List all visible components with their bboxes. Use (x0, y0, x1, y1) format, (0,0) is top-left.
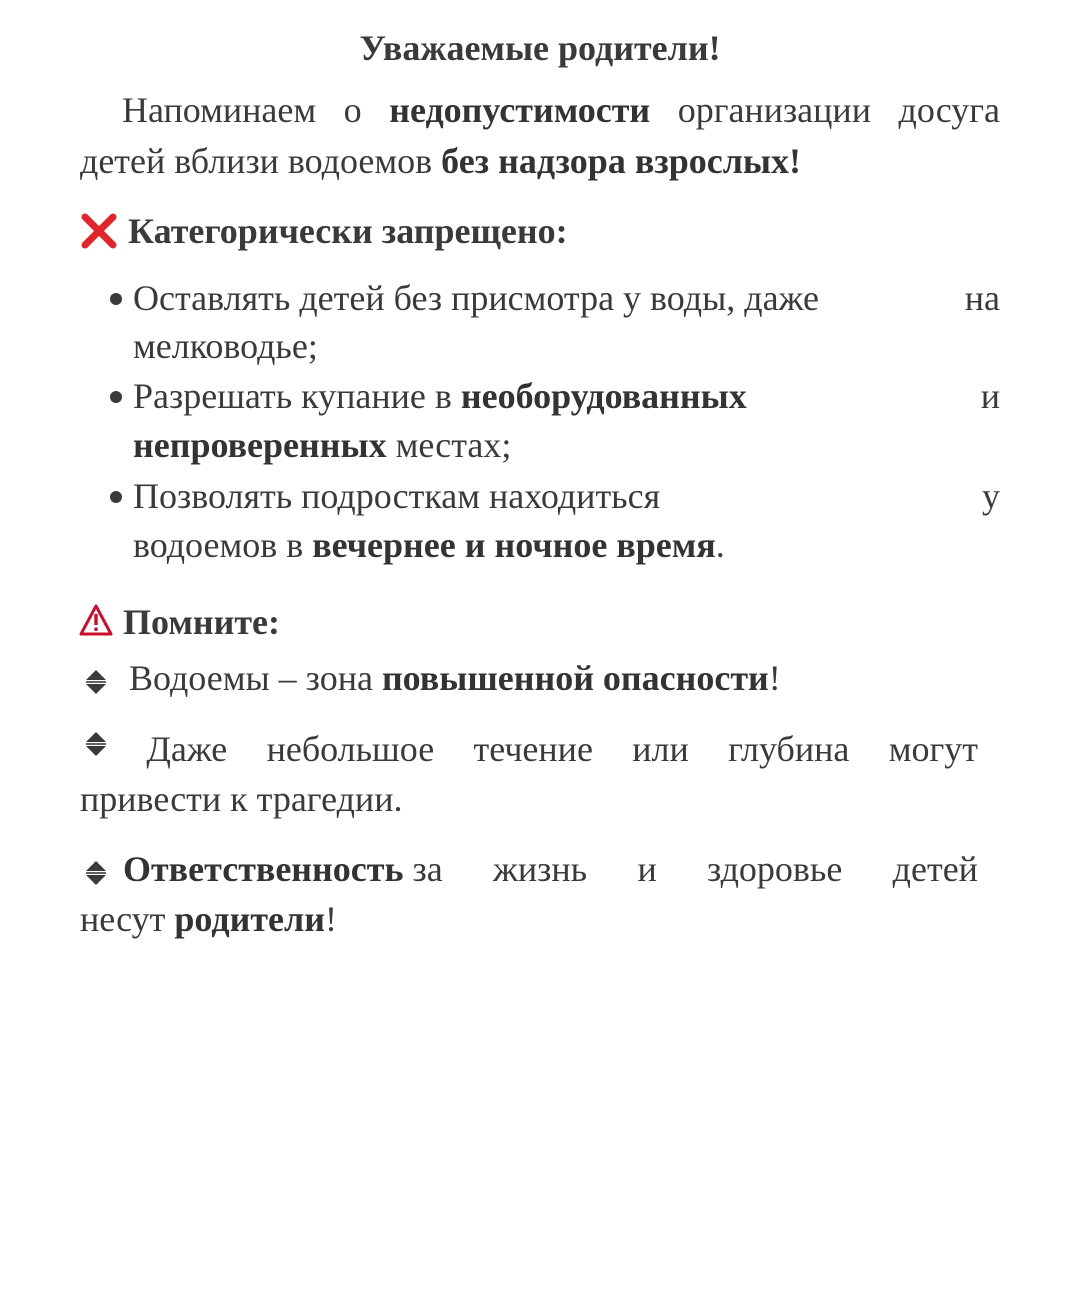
intro-emphasis: недопустимости (389, 90, 651, 130)
point-text: несут (80, 899, 166, 939)
point-word: Даже (146, 729, 228, 769)
diamond-bullet-icon (85, 669, 107, 695)
point-word: здоровье (707, 849, 843, 889)
forbidden-item-2-line-2 (133, 427, 511, 463)
red-cross-icon (80, 212, 118, 250)
intro-word: досуга (898, 90, 1000, 130)
remember-point-3-line-1 (85, 851, 978, 887)
intro-emphasis: без надзора взрослых! (441, 141, 802, 181)
point-lead (85, 851, 443, 887)
bullet-dot (110, 391, 122, 403)
point-text: ! (768, 658, 781, 698)
point-word: детей (892, 849, 978, 889)
point-text: Водоемы – зона (129, 658, 373, 698)
item-text: мелководье; (133, 326, 318, 366)
forbidden-item-3-line-2 (133, 527, 725, 563)
diamond-bullet-icon (85, 860, 107, 886)
item-text: и (980, 376, 1000, 416)
intro-word: организации (677, 90, 871, 130)
point-emphasis: Ответственность (123, 849, 404, 889)
item-text: на (964, 278, 1000, 318)
item-emphasis: непроверенных (133, 425, 387, 465)
point-emphasis: повышенной опасности (381, 658, 769, 698)
point-word: могут (888, 729, 978, 769)
remember-point-1 (85, 660, 781, 696)
page-title: Уважаемые родители! (359, 28, 721, 68)
remember-point-2-line-2 (80, 781, 402, 817)
forbidden-heading: Категорически запрещено: (128, 211, 568, 251)
intro-text: детей вблизи водоемов (80, 141, 433, 181)
remember-heading: Помните: (123, 602, 280, 642)
item-text: Позволять подросткам находиться (133, 476, 661, 516)
point-word: и (637, 849, 657, 889)
point-word: глубина (728, 729, 850, 769)
forbidden-item-1-line-2 (133, 328, 318, 364)
forbidden-item-2-line-1 (133, 378, 1000, 414)
point-word: небольшое (266, 729, 435, 769)
diamond-bullet-icon (85, 731, 107, 757)
point-text: привести к трагедии. (80, 779, 403, 819)
item-text: Разрешать купание в (133, 376, 452, 416)
intro-line-2 (80, 143, 801, 179)
item-text: . (715, 525, 725, 565)
item-emphasis: вечернее и ночное время (312, 525, 716, 565)
intro-line-1 (122, 92, 1000, 128)
point-emphasis: родители (174, 899, 325, 939)
intro-word: Напоминаем (122, 90, 317, 130)
item-emphasis: необорудованных (460, 376, 747, 416)
intro-word: о (343, 90, 362, 130)
remember-point-3-line-2 (80, 901, 337, 937)
item-text: Оставлять детей без присмотра у воды, даже (133, 278, 819, 318)
item-text: местах; (395, 425, 512, 465)
point-word: или (632, 729, 689, 769)
point-word: течение (473, 729, 593, 769)
item-text-group (133, 378, 747, 414)
warning-triangle-icon (78, 603, 114, 637)
point-word: за (412, 849, 443, 889)
point-word: жизнь (493, 849, 588, 889)
forbidden-item-1-line-1 (133, 280, 1000, 316)
item-text: у (982, 476, 1000, 516)
bullet-dot (110, 293, 122, 305)
remember-point-2-line-1 (85, 731, 978, 767)
item-text: водоемов в (133, 525, 304, 565)
point-text: ! (324, 899, 337, 939)
forbidden-item-3-line-1 (133, 478, 1000, 514)
bullet-dot (110, 491, 122, 503)
